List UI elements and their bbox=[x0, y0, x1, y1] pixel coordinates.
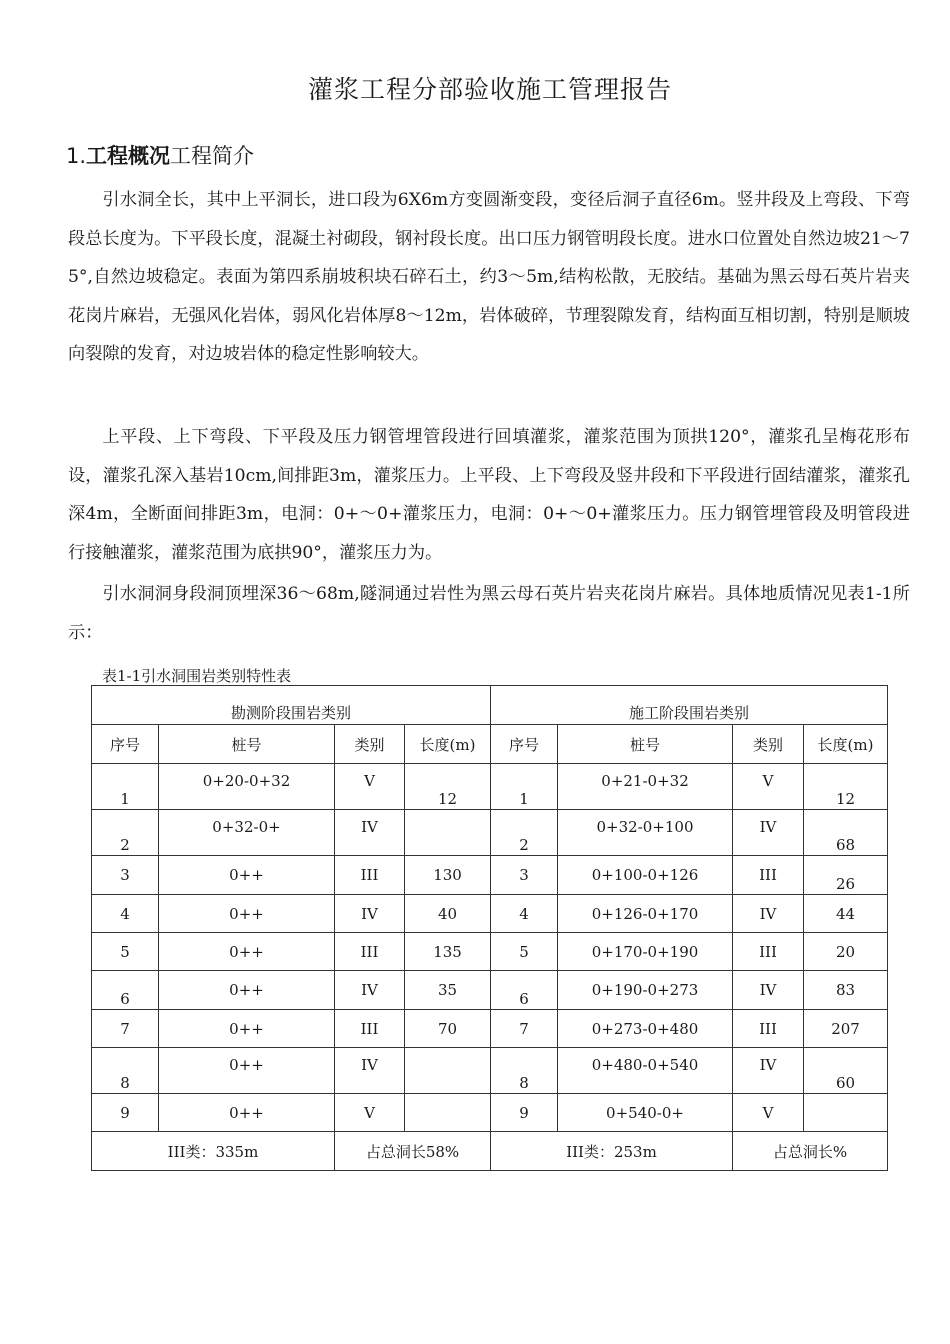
table-cell: 2 bbox=[92, 810, 159, 856]
table-cell: V bbox=[733, 1094, 804, 1132]
summary-construction-class-length: III类：253m bbox=[491, 1132, 733, 1171]
table-cell bbox=[804, 1094, 888, 1132]
table-row bbox=[92, 1094, 888, 1132]
table-cell: IV bbox=[733, 810, 804, 856]
table-cell: 8 bbox=[491, 1048, 558, 1094]
table-cell: IV bbox=[335, 895, 405, 933]
document-title: 灌浆工程分部验收施工管理报告 bbox=[307, 75, 672, 104]
table-cell: III bbox=[335, 856, 405, 895]
column-header: 序号 bbox=[92, 725, 159, 764]
table-cell: III bbox=[733, 1010, 804, 1048]
table-cell: 20 bbox=[804, 933, 888, 971]
section-number: 1. bbox=[66, 144, 87, 168]
table-cell: 5 bbox=[92, 933, 159, 971]
column-header: 长度(m) bbox=[405, 725, 491, 764]
table-cell: 0+540-0+ bbox=[558, 1094, 733, 1132]
table-cell: 40 bbox=[405, 895, 491, 933]
table-row bbox=[92, 1048, 888, 1094]
table-cell: 135 bbox=[405, 933, 491, 971]
table-cell: 5 bbox=[491, 933, 558, 971]
table-cell: 207 bbox=[804, 1010, 888, 1048]
table-cell: 3 bbox=[92, 856, 159, 895]
table-cell: IV bbox=[335, 1048, 405, 1094]
table-cell: 0++ bbox=[159, 895, 335, 933]
table-cell: 4 bbox=[92, 895, 159, 933]
table-cell: V bbox=[733, 764, 804, 810]
table-cell: 0+21-0+32 bbox=[558, 764, 733, 810]
table-row bbox=[92, 895, 888, 933]
group-header-survey: 勘测阶段围岩类别 bbox=[92, 686, 491, 725]
summary-survey-ratio: 占总洞长58% bbox=[335, 1132, 491, 1171]
table-caption: 表1-1引水洞围岩类别特性表 bbox=[102, 667, 292, 685]
table-cell: 83 bbox=[804, 971, 888, 1010]
table-cell: 130 bbox=[405, 856, 491, 895]
table-cell: III bbox=[335, 933, 405, 971]
table-cell: IV bbox=[733, 971, 804, 1010]
table-cell: III bbox=[733, 856, 804, 895]
table-cell: 70 bbox=[405, 1010, 491, 1048]
section-heading-rest: 工程简介 bbox=[170, 144, 255, 168]
table-cell: 0+100-0+126 bbox=[558, 856, 733, 895]
table-cell: 0+20-0+32 bbox=[159, 764, 335, 810]
table-cell: 8 bbox=[92, 1048, 159, 1094]
table-cell: 6 bbox=[491, 971, 558, 1010]
table-cell: 7 bbox=[491, 1010, 558, 1048]
paragraph-grouting: 上平段、上下弯段、下平段及压力钢管埋管段进行回填灌浆，灌浆范围为顶拱120°，灌浆孔呈梅花形布设，灌浆孔深入基岩10cm,间排距3m，灌浆压力。上平段、上下弯段及竖井段和下平段进行固结灌浆，灌浆孔深4m，全断面间排距3m，电洞：0+〜0+灌浆压力，电洞：0+〜0+灌浆压力。压力钢管埋管段及明管段进行接触灌浆，灌浆范围为底拱90°，灌浆压力为。 bbox=[68, 427, 910, 563]
table-cell: IV bbox=[733, 895, 804, 933]
table-cell: 6 bbox=[92, 971, 159, 1010]
summary-survey-class-length: III类：335m bbox=[92, 1132, 335, 1171]
table-cell: 3 bbox=[491, 856, 558, 895]
rock-class-table bbox=[91, 685, 888, 1171]
section-heading bbox=[66, 140, 254, 170]
table-cell: 12 bbox=[804, 764, 888, 810]
table-cell: 0++ bbox=[159, 971, 335, 1010]
table-cell: 0++ bbox=[159, 1010, 335, 1048]
table-cell: 4 bbox=[491, 895, 558, 933]
table-cell bbox=[405, 1048, 491, 1094]
table-summary-row bbox=[92, 1132, 888, 1171]
table-row bbox=[92, 933, 888, 971]
table-cell: 26 bbox=[804, 856, 888, 895]
table-cell: 0++ bbox=[159, 1094, 335, 1132]
table-cell: 35 bbox=[405, 971, 491, 1010]
table-row bbox=[92, 1010, 888, 1048]
table-cell: 12 bbox=[405, 764, 491, 810]
group-header-construction: 施工阶段围岩类别 bbox=[491, 686, 888, 725]
table-row bbox=[92, 971, 888, 1010]
column-header: 类别 bbox=[335, 725, 405, 764]
table-cell: III bbox=[733, 933, 804, 971]
paragraph-geology: 引水洞洞身段洞顶埋深36〜68m,隧洞通过岩性为黑云母石英片岩夹花岗片麻岩。具体地质情况见表1-1所示： bbox=[68, 584, 910, 643]
table-cell: 7 bbox=[92, 1010, 159, 1048]
table-cell: 68 bbox=[804, 810, 888, 856]
table-cell: 1 bbox=[491, 764, 558, 810]
table-cell: 0++ bbox=[159, 1048, 335, 1094]
table-cell: 2 bbox=[491, 810, 558, 856]
column-header: 桩号 bbox=[159, 725, 335, 764]
table-cell: 0+480-0+540 bbox=[558, 1048, 733, 1094]
table-cell: IV bbox=[335, 971, 405, 1010]
table-cell bbox=[405, 810, 491, 856]
table-cell: V bbox=[335, 764, 405, 810]
table-cell: 0++ bbox=[159, 856, 335, 895]
table-cell: 1 bbox=[92, 764, 159, 810]
table-cell: 0+126-0+170 bbox=[558, 895, 733, 933]
column-header: 长度(m) bbox=[804, 725, 888, 764]
table-cell: V bbox=[335, 1094, 405, 1132]
table-cell: 0+190-0+273 bbox=[558, 971, 733, 1010]
column-header: 序号 bbox=[491, 725, 558, 764]
table-row bbox=[92, 810, 888, 856]
table-cell: 60 bbox=[804, 1048, 888, 1094]
table-cell: 0+273-0+480 bbox=[558, 1010, 733, 1048]
table-cell: 44 bbox=[804, 895, 888, 933]
table-cell bbox=[405, 1094, 491, 1132]
table-group-header-row bbox=[92, 686, 888, 725]
table-cell: 0++ bbox=[159, 933, 335, 971]
column-header: 桩号 bbox=[558, 725, 733, 764]
table-column-header-row bbox=[92, 725, 888, 764]
table-cell: IV bbox=[335, 810, 405, 856]
section-heading-bold: 工程概况 bbox=[86, 144, 171, 168]
column-header: 类别 bbox=[733, 725, 804, 764]
summary-construction-ratio: 占总洞长% bbox=[733, 1132, 888, 1171]
table-cell: III bbox=[335, 1010, 405, 1048]
paragraph-overview: 引水洞全长，其中上平洞长，进口段为6X6m方变圆渐变段，变径后洞子直径6m。竖井段及上弯段、下弯段总长度为。下平段长度，混凝土衬砌段，钢衬段长度。出口压力钢管明段长度。进水口位置处自然边坡21〜75°,自然边坡稳定。表面为第四系崩坡积块石碎石土，约3〜5m,结构松散，无胶结。基础为黑云母石英片岩夹花岗片麻岩，无强风化岩体，弱风化岩体厚8〜12m，岩体破碎，节理裂隙发育，结构面互相切割，特别是顺坡向裂隙的发育，对边坡岩体的稳定性影响较大。 bbox=[68, 190, 910, 365]
table-row bbox=[92, 856, 888, 895]
table-cell: IV bbox=[733, 1048, 804, 1094]
table-cell: 0+32-0+100 bbox=[558, 810, 733, 856]
table-cell: 0+170-0+190 bbox=[558, 933, 733, 971]
table-cell: 9 bbox=[491, 1094, 558, 1132]
table-cell: 9 bbox=[92, 1094, 159, 1132]
table-cell: 0+32-0+ bbox=[159, 810, 335, 856]
table-row bbox=[92, 764, 888, 810]
